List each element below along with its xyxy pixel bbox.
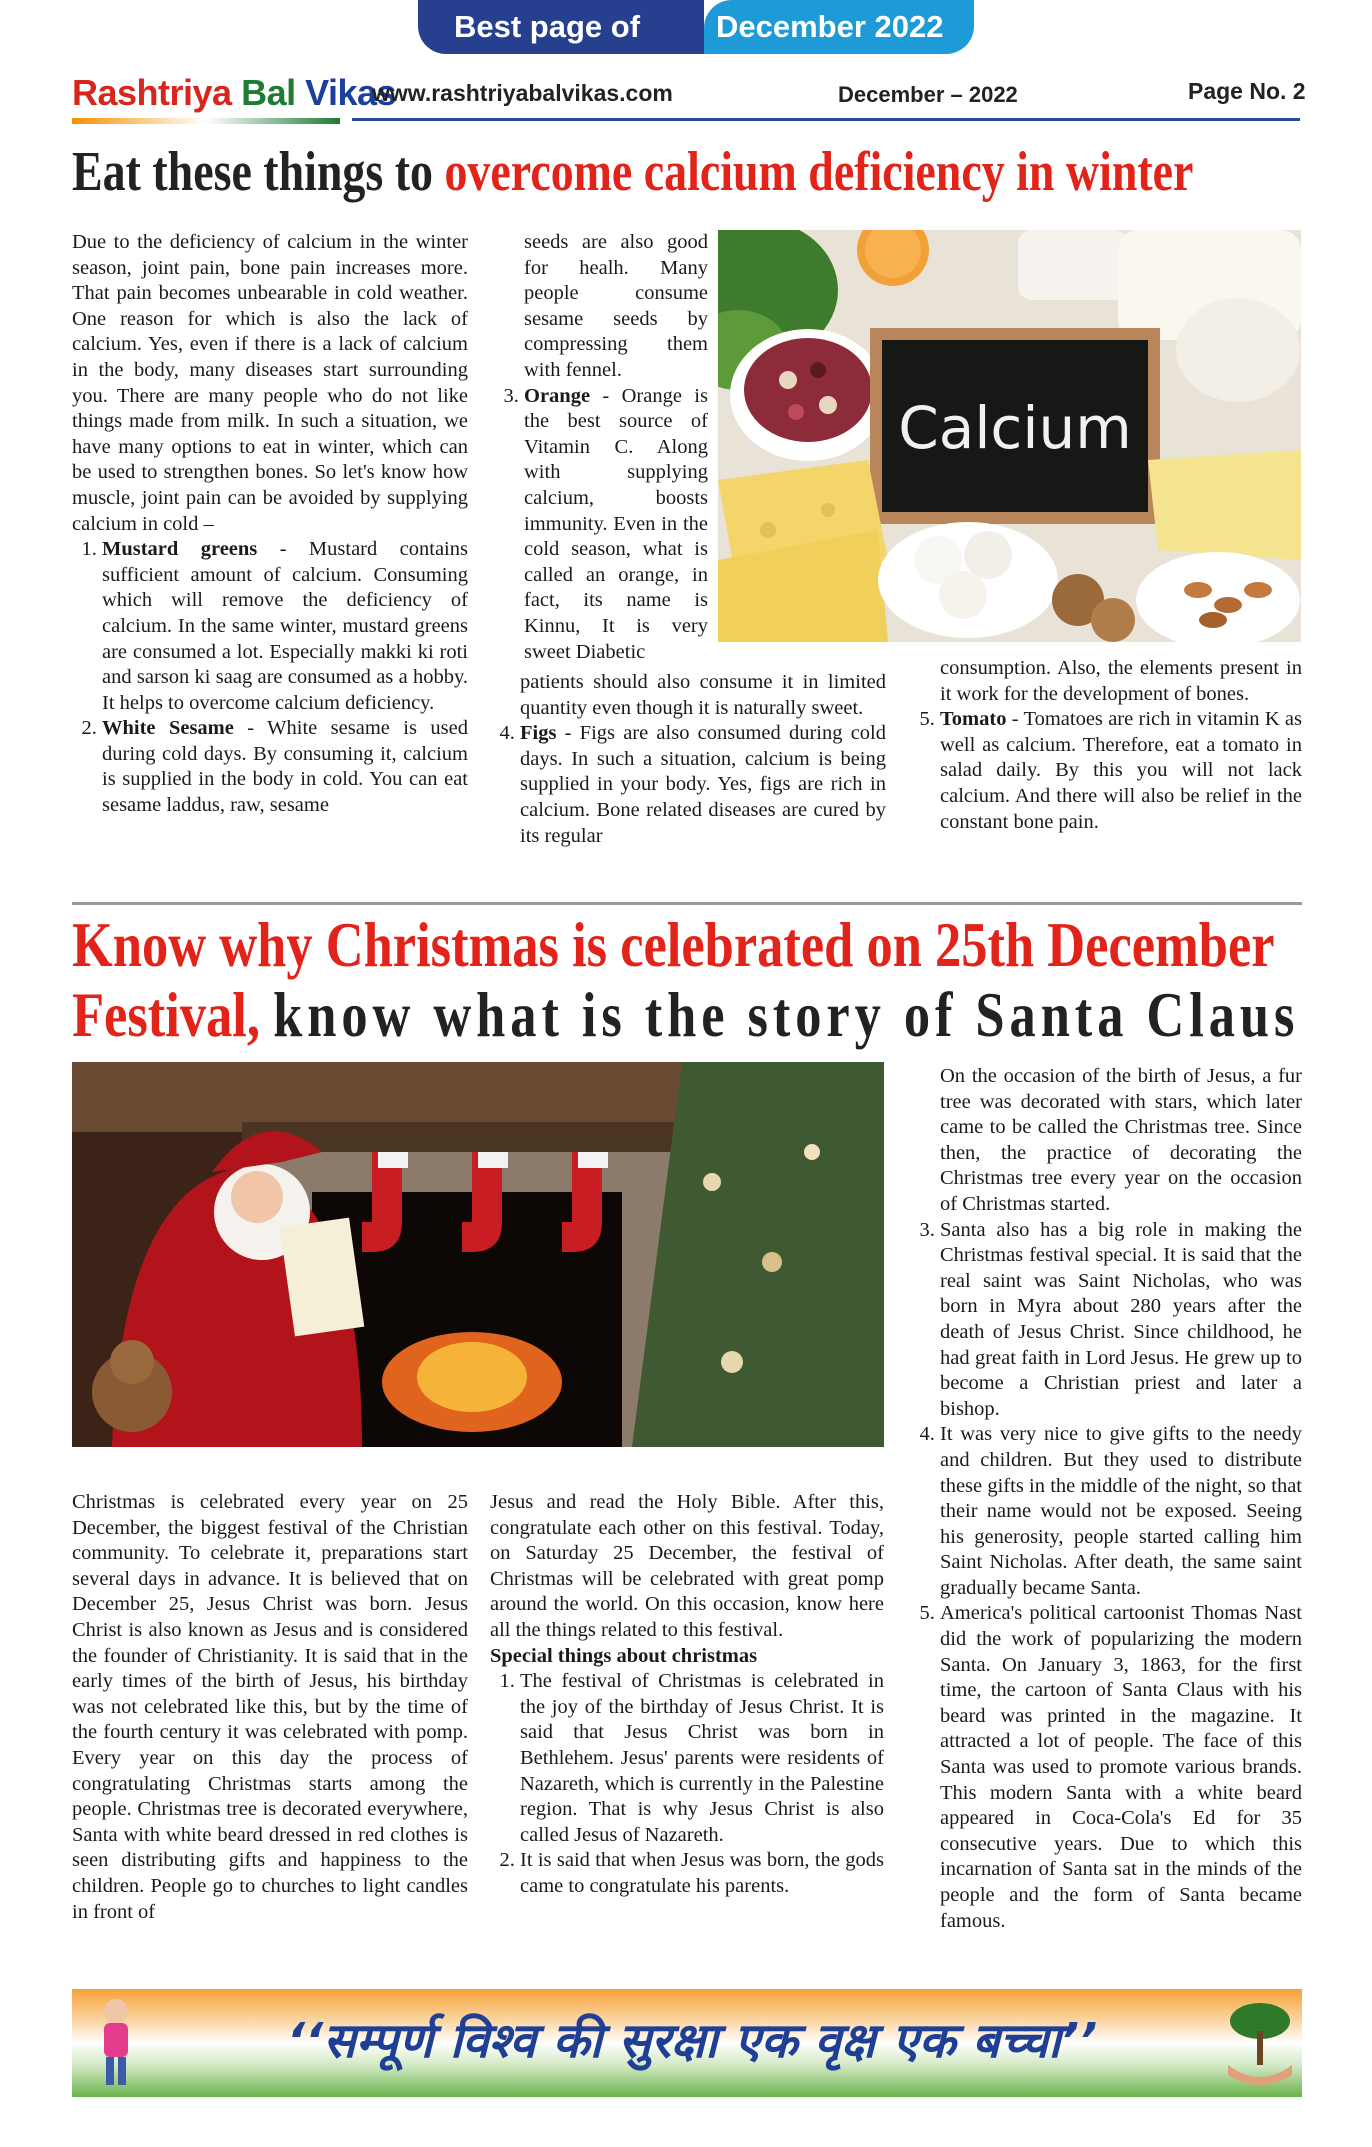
article1-list-d	[910, 707, 1302, 835]
article2-column-3	[910, 1064, 1302, 1934]
logo-word-2: Bal	[241, 72, 296, 113]
article1-column-1	[72, 230, 468, 819]
banner-part1: Best page of	[418, 0, 704, 54]
item-title: White Sesame	[102, 717, 234, 740]
logo-word-1: Rashtriya	[72, 72, 232, 113]
chalkboard-text: Calcium	[898, 394, 1132, 462]
item-title: Mustard greens	[102, 538, 258, 561]
website-link[interactable]: www.rashtriyabalvikas.com	[372, 80, 673, 106]
list-item	[102, 537, 468, 716]
issue-date: December – 2022	[838, 82, 1018, 107]
list-item: 4. It was very nice to give gifts to the needy and children. But they used to distribute these gifts in the middle of the night, so that their name would not be exposed. Seeing his generosity, people started calling him Saint Nicholas. After death, the same saint gradually became Santa.	[940, 1422, 1302, 1601]
item4-continued: consumption. Also, the elements present in it work for the development of bones.	[940, 657, 1302, 705]
list-item	[940, 707, 1302, 835]
publication-logo	[72, 72, 396, 114]
header-divider	[352, 118, 1300, 121]
article2-col2-text: Jesus and read the Holy Bible. After this, congratulate each other on this festival. Today, on Saturday 25 December, the festival of Christmas will be celebrated with great pomp around the world. On this occasion, know here all the things related to this festival.	[490, 1491, 884, 1641]
article2-headline-red: Festival,	[72, 979, 274, 1050]
list-item: 3. Santa also has a big role in making the Christmas festival special. It is said that the real saint was Saint Nicholas, who was born in Myra about 280 years after the death of Jesus Christ. Since childhood, he had great faith in Lord Jesus. He grew up to become a Christian priest and later a bishop.	[940, 1218, 1302, 1423]
article1-column-2-lower	[520, 670, 886, 849]
article1-column-2	[520, 230, 708, 665]
list-item: 2. It is said that when Jesus was born, the gods came to congratulate his parents.	[520, 1848, 884, 1899]
article2-col1-text: Christmas is celebrated every year on 25 December, the biggest festival of the Christian community. To celebrate it, preparations start several days in advance. It is believed that on December 25, Jesus Christ was born. Jesus Christ is also known as Jesus and is considered the founder of Christianity. It is said that in the early times of the birth of Jesus, his birthday was not celebrated like this, but by the time of the fourth century it was celebrated with pomp. Every year on this day the process of congratulating Christmas starts among the people. Christmas tree is decorated everywhere, Santa with white beard dressed in red clothes is seen distributing gifts and happiness to the children. People go to churches to light candles in front of	[72, 1491, 468, 1923]
special-things-heading: Special things about christmas	[490, 1644, 758, 1667]
footer-slogan-banner	[72, 1989, 1302, 2097]
item-text: - Mustard contains sufficient amount of calcium. Consuming which will remove the deficiency of calcium. In the same winter, mustard greens are consumed a lot. Especially makki ki roti and sarson ki saag are consumed as a hobby. It helps to overcome calcium deficiency.	[102, 538, 468, 714]
item-text: - Tomatoes are rich in vitamin K as well as calcium. Therefore, eat a tomato in salad daily. By this you will not lack calcium. And there will also be relief in the constant bone pain.	[940, 708, 1302, 833]
article2-headline-line2	[72, 980, 1299, 1050]
article2-headline-dark: know what is the story of Santa Claus	[273, 979, 1300, 1050]
article1-list-c	[490, 721, 886, 849]
calcium-foods-photo	[718, 230, 1301, 642]
section-divider	[72, 902, 1302, 905]
list-item	[520, 721, 886, 849]
article1-headline-dark: Eat these things to	[72, 141, 445, 203]
article1-list-a	[72, 537, 468, 819]
calcium-illustration	[718, 230, 1301, 642]
item-title: Orange	[524, 384, 591, 407]
top-banner	[418, 0, 974, 54]
list-item	[524, 384, 708, 666]
article1-intro: Due to the deficiency of calcium in the winter season, joint pain, bone pain increases more. That pain becomes unbearable in cold weather. One reason for which is also the lack of calcium. Yes, even if there is a lack of calcium in the body, many diseases start surrounding you. There are many people who do not like things made from milk. In such a situation, we have many options to eat in winter, which can be used to strengthen bones. So let's know how muscle, joint pain can be avoided by supplying calcium in cold –	[72, 231, 468, 535]
banner-part2: December 2022	[704, 0, 974, 54]
article1-headline-red: overcome calcium deficiency in winter	[444, 141, 1194, 203]
tree-in-hands-icon	[1222, 1995, 1298, 2091]
item-text: - White sesame is used during cold days. By consuming it, calcium is supplied in the body in cold. You can eat sesame laddus, raw, sesame	[102, 717, 468, 817]
logo-underline	[72, 118, 340, 124]
item3-continued: patients should also consume it in limited quantity even though it is naturally sweet.	[520, 671, 886, 719]
footer-slogan: ‘‘सम्पूर्ण विश्व की सुरक्षा एक वृक्ष एक बच्चा’’	[286, 2013, 1098, 2069]
item2-continued: seeds are also good for healh. Many people consume sesame seeds by compressing them with fennel.	[524, 231, 708, 381]
item-text: - Figs are also consumed during cold days. In such a situation, calcium is being supplied in your body. Yes, figs are rich in calcium. Bone related diseases are cured by its regular	[520, 722, 886, 847]
child-icon	[86, 1995, 146, 2091]
item-title: Tomato	[940, 708, 1007, 731]
article2-column-2	[490, 1490, 884, 1900]
article1-list-b	[490, 384, 708, 666]
list-item: 1. The festival of Christmas is celebrated in the joy of the birthday of Jesus Christ. It is said that Jesus Christ was born in Bethlehem. Jesus' parents were residents of Nazareth, which is currently in the Palestine region. That is why Jesus Christ is also called Jesus of Nazareth.	[520, 1669, 884, 1848]
special-things-list-continued	[910, 1218, 1302, 1935]
article2-column-1	[72, 1490, 468, 1925]
article1-headline	[72, 140, 1194, 204]
article2-headline-line1: Know why Christmas is celebrated on 25th December	[72, 909, 1275, 980]
list-item	[102, 716, 468, 818]
page-number: Page No. 2	[1188, 78, 1306, 104]
point2-continued: On the occasion of the birth of Jesus, a fur tree was decorated with stars, which later came to be called the Christmas tree. Since then, the practice of decorating the Christmas tree every year on the occasion of Christmas started.	[940, 1065, 1302, 1215]
special-things-list	[490, 1669, 884, 1899]
logo-word-3: Vikas	[305, 72, 397, 113]
item-title: Figs	[520, 722, 557, 745]
article1-column-3	[940, 656, 1302, 835]
item-text: - Orange is the best source of Vitamin C. Along with supplying calcium, boosts immunity. Even in the cold season, what is called an orange, in fact, its name is Kinnu, It is very sweet Diabetic	[524, 384, 708, 663]
santa-illustration	[72, 1062, 884, 1447]
list-item: 5. America's political cartoonist Thomas Nast did the work of popularizing the modern Santa. On January 3, 1863, for the first time, the cartoon of Santa Claus with his beard was printed in the magazine. It attracted a lot of people. The face of this Santa was used to promote various brands. This modern Santa with a white beard appeared in Coca-Cola's Ed for 35 consecutive years. Due to which this incarnation of Santa sat in the minds of the people and the form of Santa became famous.	[940, 1601, 1302, 1934]
santa-fireplace-photo	[72, 1062, 884, 1447]
